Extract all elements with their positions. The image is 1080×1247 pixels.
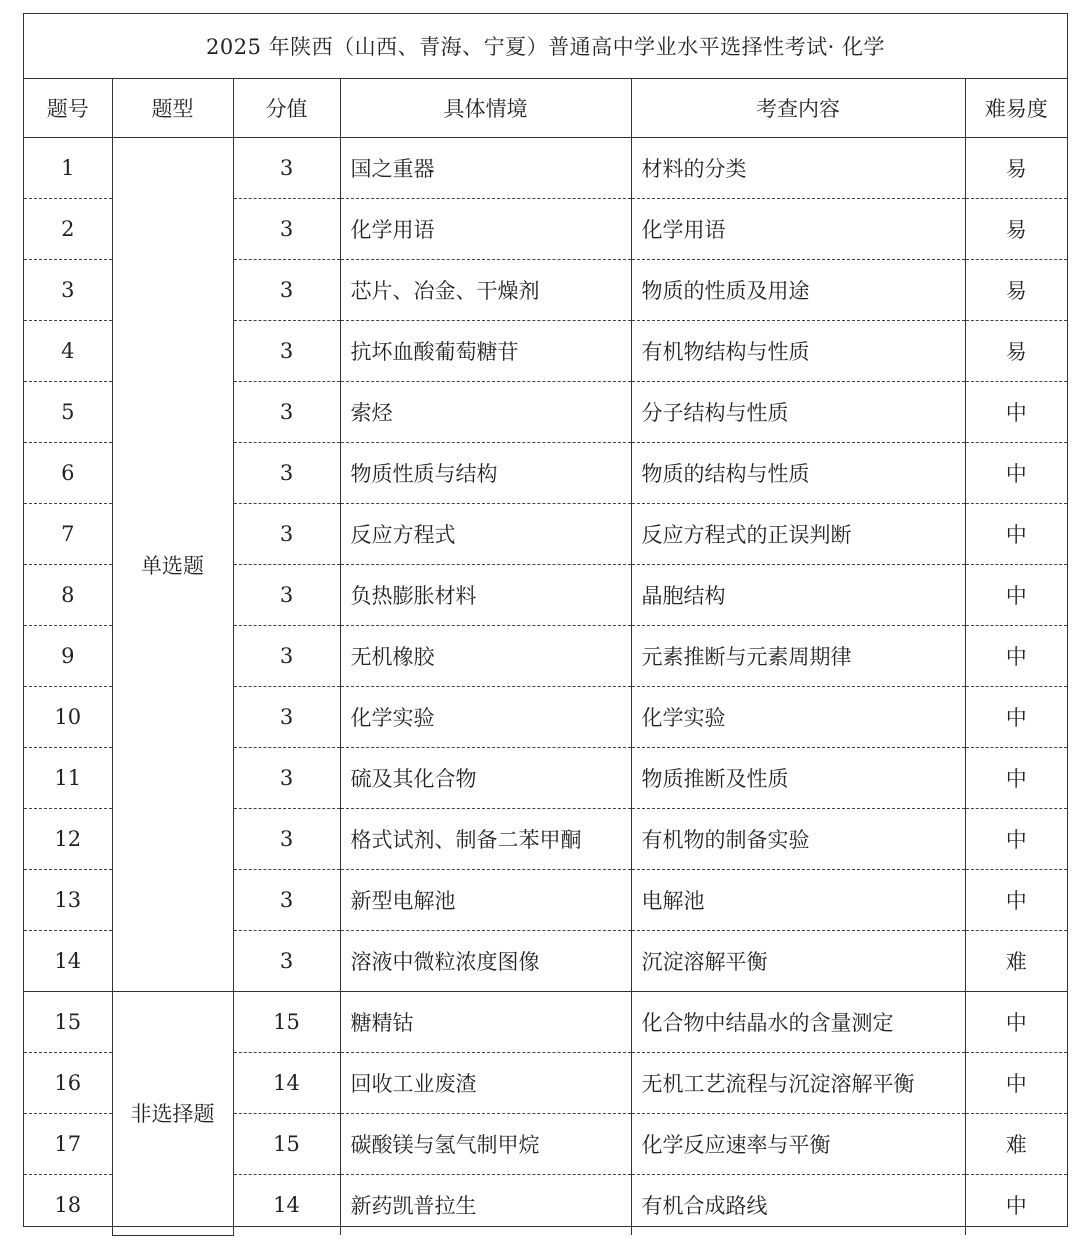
difficulty-cell: 易: [965, 260, 1067, 321]
content-cell: 有机物的制备实验: [631, 809, 965, 870]
content-cell: 化学反应速率与平衡: [631, 1114, 965, 1175]
question-type-cell: 单选题: [112, 138, 233, 992]
score-cell: 3: [233, 687, 340, 748]
exam-analysis-sheet: [23, 13, 1068, 1227]
context-cell: 溶液中微粒浓度图像: [340, 931, 631, 992]
difficulty-cell: 中: [965, 504, 1067, 565]
context-cell: 新药凯普拉生: [340, 1175, 631, 1236]
difficulty-cell: 难: [965, 1114, 1067, 1175]
content-cell: 电解池: [631, 870, 965, 931]
content-cell: 无机工艺流程与沉淀溶解平衡: [631, 1053, 965, 1114]
context-cell: 新型电解池: [340, 870, 631, 931]
score-cell: 3: [233, 931, 340, 992]
difficulty-cell: 中: [965, 992, 1067, 1053]
question-number-cell: 17: [24, 1114, 112, 1175]
question-number-cell: 11: [24, 748, 112, 809]
score-cell: 3: [233, 260, 340, 321]
table-row: [24, 138, 1067, 199]
content-cell: 化合物中结晶水的含量测定: [631, 992, 965, 1053]
context-cell: 物质性质与结构: [340, 443, 631, 504]
difficulty-cell: 中: [965, 1175, 1067, 1236]
question-number-cell: 10: [24, 687, 112, 748]
score-cell: 15: [233, 1114, 340, 1175]
context-cell: 负热膨胀材料: [340, 565, 631, 626]
content-cell: 元素推断与元素周期律: [631, 626, 965, 687]
score-cell: 3: [233, 199, 340, 260]
context-cell: 抗坏血酸葡萄糖苷: [340, 321, 631, 382]
score-cell: 14: [233, 1175, 340, 1236]
difficulty-cell: 易: [965, 138, 1067, 199]
context-cell: 芯片、冶金、干燥剂: [340, 260, 631, 321]
table-body: [24, 138, 1067, 1236]
difficulty-cell: 中: [965, 687, 1067, 748]
content-cell: 化学用语: [631, 199, 965, 260]
context-cell: 格式试剂、制备二苯甲酮: [340, 809, 631, 870]
header-score: 分值: [233, 79, 340, 138]
content-cell: 晶胞结构: [631, 565, 965, 626]
score-cell: 3: [233, 382, 340, 443]
question-number-cell: 7: [24, 504, 112, 565]
header-difficulty: 难易度: [965, 79, 1067, 138]
header-question-type: 题型: [112, 79, 233, 138]
score-cell: 3: [233, 504, 340, 565]
content-cell: 有机物结构与性质: [631, 321, 965, 382]
score-cell: 3: [233, 870, 340, 931]
score-cell: 3: [233, 748, 340, 809]
context-cell: 回收工业废渣: [340, 1053, 631, 1114]
content-cell: 材料的分类: [631, 138, 965, 199]
header-row: [24, 79, 1067, 138]
difficulty-cell: 中: [965, 809, 1067, 870]
context-cell: 糖精钴: [340, 992, 631, 1053]
header-content: 考查内容: [631, 79, 965, 138]
score-cell: 3: [233, 565, 340, 626]
table-row: [24, 992, 1067, 1053]
question-number-cell: 5: [24, 382, 112, 443]
context-cell: 国之重器: [340, 138, 631, 199]
question-number-cell: 13: [24, 870, 112, 931]
difficulty-cell: 易: [965, 321, 1067, 382]
question-number-cell: 4: [24, 321, 112, 382]
difficulty-cell: 中: [965, 382, 1067, 443]
question-number-cell: 15: [24, 992, 112, 1053]
score-cell: 15: [233, 992, 340, 1053]
score-cell: 14: [233, 1053, 340, 1114]
content-cell: 有机合成路线: [631, 1175, 965, 1236]
question-number-cell: 14: [24, 931, 112, 992]
question-number-cell: 3: [24, 260, 112, 321]
difficulty-cell: 中: [965, 1053, 1067, 1114]
difficulty-cell: 中: [965, 870, 1067, 931]
context-cell: 无机橡胶: [340, 626, 631, 687]
score-cell: 3: [233, 138, 340, 199]
context-cell: 碳酸镁与氢气制甲烷: [340, 1114, 631, 1175]
content-cell: 物质推断及性质: [631, 748, 965, 809]
question-type-cell: 非选择题: [112, 992, 233, 1236]
question-number-cell: 12: [24, 809, 112, 870]
question-table: [24, 79, 1067, 1236]
content-cell: 物质的结构与性质: [631, 443, 965, 504]
context-cell: 化学用语: [340, 199, 631, 260]
question-number-cell: 8: [24, 565, 112, 626]
context-cell: 反应方程式: [340, 504, 631, 565]
difficulty-cell: 中: [965, 626, 1067, 687]
context-cell: 硫及其化合物: [340, 748, 631, 809]
difficulty-cell: 易: [965, 199, 1067, 260]
difficulty-cell: 中: [965, 748, 1067, 809]
table-title: 2025 年陕西（山西、青海、宁夏）普通高中学业水平选择性考试· 化学: [24, 14, 1067, 79]
header-context: 具体情境: [340, 79, 631, 138]
difficulty-cell: 中: [965, 565, 1067, 626]
question-number-cell: 2: [24, 199, 112, 260]
score-cell: 3: [233, 626, 340, 687]
question-number-cell: 18: [54, 1193, 82, 1217]
header-question-number: 题号: [24, 79, 112, 138]
score-cell: 3: [233, 321, 340, 382]
context-cell: 化学实验: [340, 687, 631, 748]
content-cell: 分子结构与性质: [631, 382, 965, 443]
difficulty-cell: 难: [965, 931, 1067, 992]
content-cell: 物质的性质及用途: [631, 260, 965, 321]
score-cell: 3: [233, 443, 340, 504]
content-cell: 沉淀溶解平衡: [631, 931, 965, 992]
question-number-cell: 1: [24, 138, 112, 199]
question-number-cell: 6: [24, 443, 112, 504]
content-cell: 反应方程式的正误判断: [631, 504, 965, 565]
difficulty-cell: 中: [965, 443, 1067, 504]
content-cell: 化学实验: [631, 687, 965, 748]
context-cell: 索烃: [340, 382, 631, 443]
score-cell: 3: [233, 809, 340, 870]
question-number-cell: 16: [24, 1053, 112, 1114]
question-number-cell: 9: [24, 626, 112, 687]
